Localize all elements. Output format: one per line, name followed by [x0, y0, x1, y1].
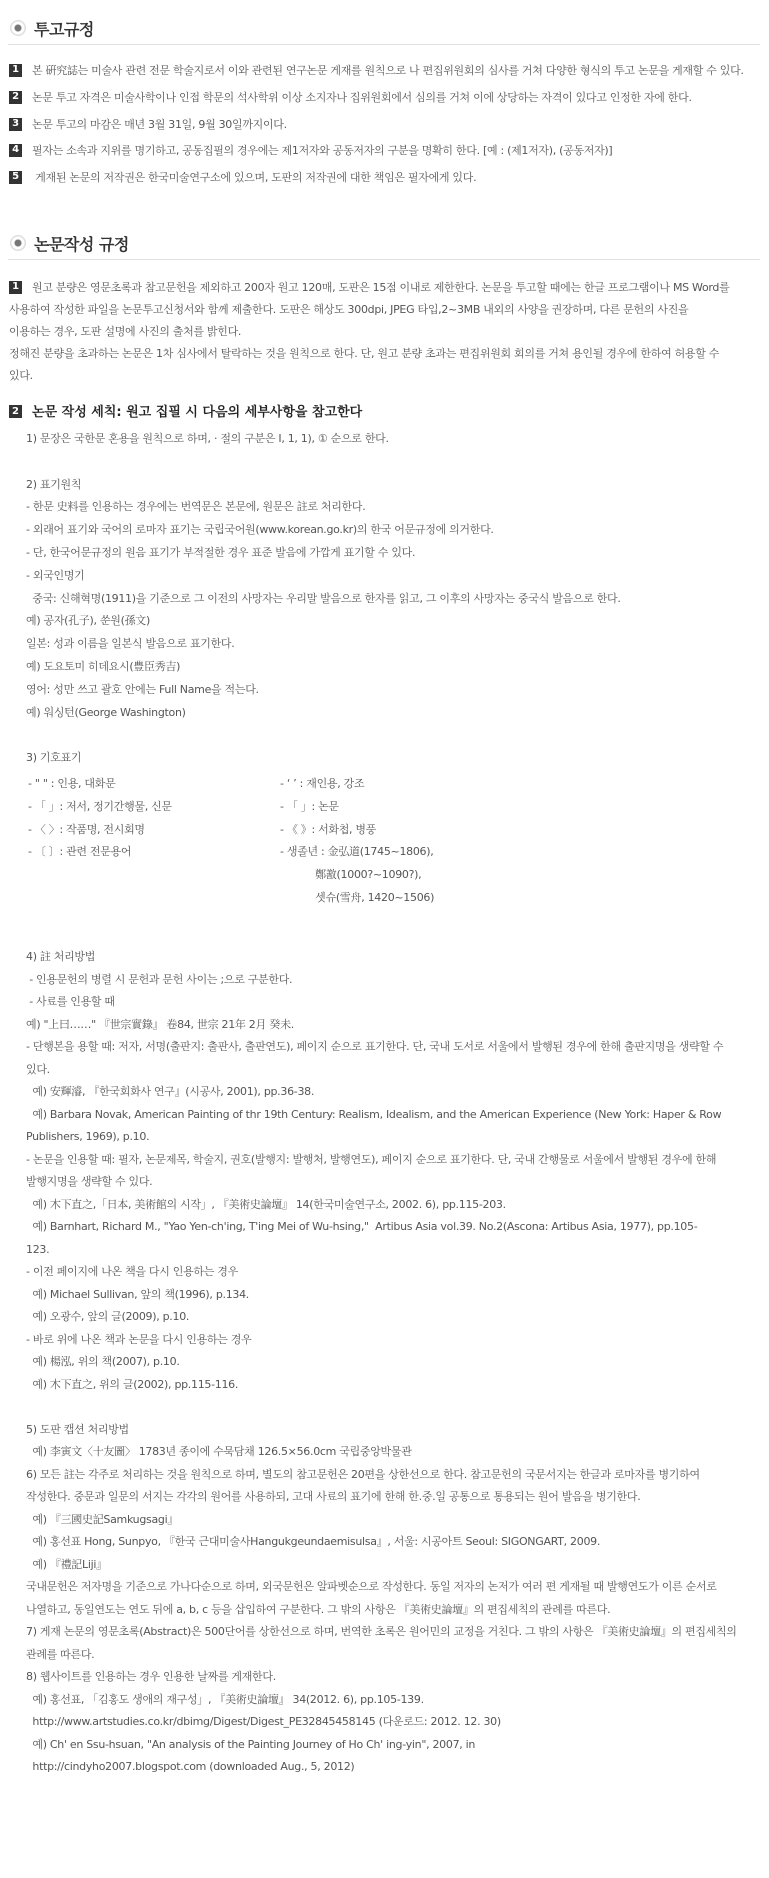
- item-number: 4: [9, 144, 22, 157]
- rule-line: 4) 註 처리방법: [26, 950, 96, 963]
- symbol-rule: 셋슈(雪舟, 1420~1506): [280, 891, 435, 904]
- numbered-item: [9, 144, 759, 158]
- rule-line: 일본: 성과 이름을 일본식 발음으로 표기한다.: [26, 637, 235, 651]
- rule-line: 영어: 성만 쓰고 괄호 안에는 Full Name을 적는다.: [26, 682, 259, 696]
- rule-line: 예) 공자(孔子), 쑨원(孫文): [26, 614, 150, 628]
- rule-line: 예) Barbara Novak, American Painting of thr 19th Century: Realism, Idealism, and the American Experience (New York: Haper & Row: [26, 1107, 722, 1121]
- subsection-heading-text: 논문 작성 세칙: 원고 집필 시 다음의 세부사항을 참고한다: [32, 405, 363, 420]
- numbered-item: [9, 64, 759, 78]
- symbol-rule: - 「 」: 논문: [280, 799, 339, 813]
- section-title-writing-rules: [10, 231, 129, 255]
- rule-line: 예) 安輝濬, 『한국회화사 연구』(시공사, 2001), pp.36-38.: [26, 1085, 315, 1098]
- rule-line: 예) 도요토미 히데요시(豊臣秀吉): [26, 660, 181, 673]
- rule-line: - 바로 위에 나온 책과 논문을 다시 인용하는 경우: [26, 1332, 252, 1346]
- rule-line: 예) 『三國史記Samkugsagi』: [26, 1512, 179, 1526]
- rule-line: http://www.artstudies.co.kr/dbimg/Digest/Digest_PE32845458145 (다운로드: 2012. 12. 30): [26, 1715, 501, 1728]
- rule-line: 나열하고, 동일연도는 연도 뒤에 a, b, c 등을 삽입하여 구분한다. 그 밖의 사항은 『美術史論壇』의 편집세칙의 관례를 따른다.: [26, 1602, 611, 1616]
- section-title-text: 투고규정: [34, 19, 94, 39]
- symbol-rule: - 《 》: 서화첩, 병풍: [280, 822, 377, 836]
- section-title-text: 논문작성 규정: [34, 234, 129, 254]
- symbol-rule: - " " : 인용, 대화문: [28, 777, 116, 790]
- rule-line: 중국: 신해혁명(1911)을 기준으로 그 이전의 사망자는 우리말 발음으로 한자를 읽고, 그 이후의 사망자는 중국식 발음으로 한다.: [26, 591, 621, 605]
- rule-line: 5) 도판 캡션 처리방법: [26, 1422, 129, 1436]
- rule-line: 예) 홍선표 Hong, Sunpyo, 『한국 근대미술사Hangukgeundaemisulsa』, 서울: 시공아트 Seoul: SIGONGART, 2009.: [26, 1535, 601, 1548]
- section-title-submission-rules: [10, 16, 94, 40]
- divider: [8, 44, 760, 45]
- symbol-rule: - ‘ ’ : 재인용, 강조: [280, 777, 365, 790]
- circle-bullet-icon: [10, 235, 26, 251]
- rule-line: 작성한다. 중문과 일문의 서지는 각각의 원어를 사용하되, 고대 사료의 표기에 한해 한.중.일 공통으로 통용되는 원어 발음을 병기한다.: [26, 1490, 641, 1503]
- item-number: 2: [9, 405, 22, 418]
- rule-line: - 외국인명기: [26, 568, 85, 582]
- symbol-rule: 鄭敾(1000?~1090?),: [280, 868, 422, 882]
- rule-line: 2) 표기원칙: [26, 477, 82, 491]
- rule-line: 123.: [26, 1242, 50, 1256]
- rule-line: - 단, 한국어문규정의 원음 표기가 부적절한 경우 표준 발음에 가깝게 표기할 수 있다.: [26, 546, 416, 559]
- item-text: 정해진 분량을 초과하는 논문은 1차 심사에서 탈락하는 것을 원칙으로 한다. 단, 원고 분량 초과는 편집위원회 회의를 거쳐 용인될 경우에 한하여 허용할 수: [9, 347, 720, 360]
- item-text: 이용하는 경우, 도판 설명에 사진의 출처를 밝힌다.: [9, 325, 242, 338]
- rule-line: - 단행본을 용할 때: 저자, 서명(출판지: 출판사, 출판연도), 페이지 순으로 표기한다. 단, 국내 도서로 서울에서 발행된 경우에 한해 출판지명을 생략할 수: [26, 1040, 724, 1053]
- rule-line: http://cindyho2007.blogspot.com (downloaded Aug., 5, 2012): [26, 1760, 355, 1773]
- item-text: 필자는 소속과 지위를 명기하고, 공동집필의 경우에는 제1저자와 공동저자의 구분을 명확히 한다. [예 : (제1저자), (공동저자)]: [32, 144, 613, 157]
- rule-line: 예) 워싱턴(George Washington): [26, 705, 186, 719]
- rule-line: 예) 『禮記Liji』: [26, 1557, 107, 1571]
- rule-line: - 사료를 인용할 때: [26, 995, 115, 1008]
- rule-line: 국내문헌은 저자명을 기준으로 가나다순으로 하며, 외국문헌은 알파벳순으로 작성한다. 동일 저자의 논저가 여러 편 게재될 때 발행연도가 이른 순서로: [26, 1580, 717, 1593]
- rule-line: 7) 게재 논문의 영문초록(Abstract)은 500단어를 상한선으로 하며, 번역한 초록은 원어민의 교정을 거친다. 그 밖의 사항은 『美術史論壇』의 편집세칙의: [26, 1625, 737, 1638]
- rule-line: 예) 楊泓, 위의 책(2007), p.10.: [26, 1355, 180, 1368]
- rule-line: 예) Ch' en Ssu-hsuan, "An analysis of the Painting Journey of Ho Ch' ing-yin", 2007, in: [26, 1737, 476, 1751]
- rule-line: Publishers, 1969), p.10.: [26, 1130, 150, 1143]
- rule-line: - 인용문헌의 병렬 시 문헌과 문헌 사이는 ;으로 구분한다.: [26, 972, 293, 986]
- symbol-rule: - 「 」: 저서, 정기간행물, 신문: [28, 799, 172, 813]
- numbered-item: [9, 91, 759, 105]
- rule-line: - 외래어 표기와 국어의 로마자 표기는 국립국어원(www.korean.go.kr)의 한국 어문규정에 의거한다.: [26, 523, 494, 537]
- item-number: 3: [9, 118, 22, 131]
- rule-line: 있다.: [26, 1062, 50, 1076]
- item-text: 게재된 논문의 저작권은 한국미술연구소에 있으며, 도판의 저작권에 대한 책임은 필자에게 있다.: [32, 171, 477, 184]
- item-text: 본 硏究誌는 미술사 관련 전문 학술지로서 이와 관련된 연구논문 게재를 원칙으로 나 편집위원회의 심사를 거쳐 다양한 형식의 투고 논문을 게재할 수 있다.: [32, 64, 744, 77]
- divider: [8, 259, 760, 260]
- rule-line: 6) 모든 註는 각주로 처리하는 것을 원칙으로 하며, 별도의 참고문헌은 20편을 상한선으로 한다. 참고문헌의 국문서지는 한글과 로마자를 병기하여: [26, 1467, 700, 1481]
- item-text: 사용하여 작성한 파일을 논문투고신청서와 함께 제출한다. 도판은 해상도 300dpi, JPEG 타입,2~3MB 내외의 사양을 권장하며, 다른 문헌의 사진을: [9, 303, 689, 316]
- item-text: 있다.: [9, 369, 33, 382]
- rule-line: 예) 木下直之,「日本, 美術館의 시작」, 『美術史論壇』 14(한국미술연구소, 2002. 6), pp.115-203.: [26, 1197, 506, 1211]
- rule-line: 예) 木下直之, 위의 글(2002), pp.115-116.: [26, 1377, 239, 1391]
- item-number: 5: [9, 171, 22, 184]
- rule-line: - 한문 史料를 인용하는 경우에는 번역문은 본문에, 원문은 註로 처리한다.: [26, 500, 366, 514]
- rule-line: 예) "上曰……" 『世宗實錄』 卷84, 世宗 21年 2月 癸未.: [26, 1017, 294, 1031]
- rule-line: 발행지명을 생략할 수 있다.: [26, 1175, 153, 1188]
- rule-line: - 논문을 인용할 때: 필자, 논문제목, 학술지, 권호(발행지: 발행처, 발행연도), 페이지 순으로 표기한다. 단, 국내 간행물로 서울에서 발행된 경우에 한해: [26, 1152, 717, 1166]
- symbol-rule: - 생졸년 : 金弘道(1745~1806),: [280, 845, 434, 859]
- rule-line: 예) 오광수, 앞의 글(2009), p.10.: [26, 1310, 190, 1323]
- circle-bullet-icon: [10, 20, 26, 36]
- subsection-heading: [9, 405, 362, 421]
- rule-line: 1) 문장은 국한문 혼용을 원칙으로 하며, · 절의 구분은 I, 1, 1), ① 순으로 한다.: [26, 432, 389, 445]
- rule-line: 예) 李寅文〈十友圖〉 1783년 종이에 수묵담채 126.5×56.0cm 국립중앙박물관: [26, 1445, 412, 1458]
- numbered-item: [9, 281, 759, 295]
- rule-line: - 이전 페이지에 나온 책을 다시 인용하는 경우: [26, 1265, 238, 1278]
- item-number: 2: [9, 91, 22, 104]
- item-text: 논문 투고의 마감은 매년 3월 31일, 9월 30일까지이다.: [32, 118, 287, 131]
- rule-line: 3) 기호표기: [26, 751, 82, 765]
- item-text: 논문 투고 자격은 미술사학이나 인접 학문의 석사학위 이상 소지자나 집위원회에서 심의를 거쳐 이에 상당하는 자격이 있다고 인정한 자에 한다.: [32, 91, 692, 104]
- symbol-rule: - 〈 〉: 작품명, 전시회명: [28, 822, 145, 836]
- numbered-item: [9, 171, 759, 185]
- rule-line: 관례를 따른다.: [26, 1647, 95, 1661]
- item-number: 1: [9, 64, 22, 77]
- symbol-rule: - 〔 〕: 관련 전문용어: [28, 845, 132, 859]
- item-number: 1: [9, 281, 22, 294]
- rule-line: 예) 홍선표, 「김홍도 생애의 재구성」, 『美術史論壇』 34(2012. 6), pp.105-139.: [26, 1692, 424, 1706]
- item-text: 원고 분량은 영문초록과 참고문헌을 제외하고 200자 원고 120매, 도판은 15점 이내로 제한한다. 논문을 투고할 때에는 한글 프로그램이나 MS Word를: [32, 281, 730, 294]
- numbered-item: [9, 118, 759, 132]
- rule-line: 예) Barnhart, Richard M., "Yao Yen-ch'ing, T'ing Mei of Wu-hsing," Artibus Asia vol.39. No.2(Ascona: Artibus Asia, 1977), pp.105-: [26, 1220, 698, 1233]
- rule-line: 8) 웹사이트를 인용하는 경우 인용한 날짜를 게재한다.: [26, 1670, 276, 1683]
- rule-line: 예) Michael Sullivan, 앞의 책(1996), p.134.: [26, 1287, 249, 1301]
